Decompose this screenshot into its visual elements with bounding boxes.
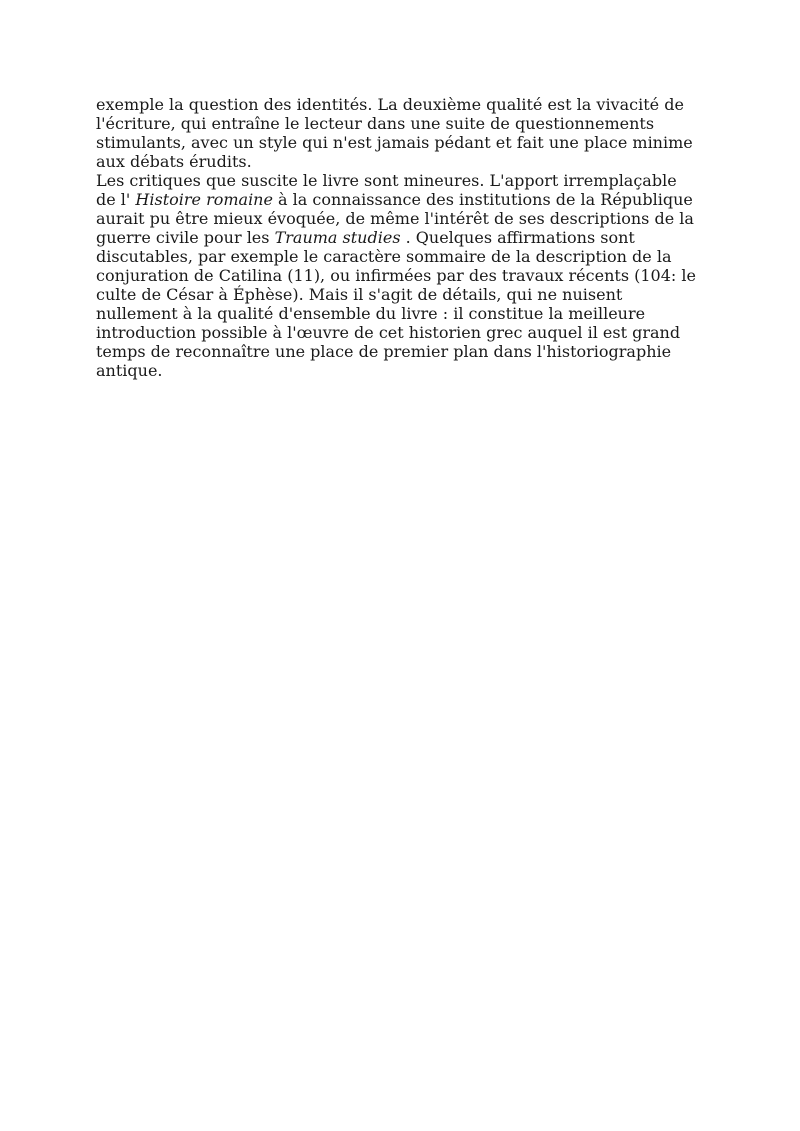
text-line: introduction possible à l'œuvre de cet historien grec auquel il est grand: [96, 323, 681, 342]
text-line: stimulants, avec un style qui n'est jamais pédant et fait une place minime: [96, 133, 693, 152]
italic-book-title: Histoire romaine: [135, 190, 273, 209]
text-line: Les critiques que suscite le livre sont mineures. L'apport irremplaçable: [96, 171, 677, 190]
text-line: l'écriture, qui entraîne le lecteur dans une suite de questionnements: [96, 114, 655, 133]
text-line: discutables, par exemple le caractère sommaire de la description de la: [96, 247, 672, 266]
text-segment: à la connaissance des institutions de la République: [272, 190, 693, 209]
text-line: aurait pu être mieux évoquée, de même l'intérêt de ses descriptions de la: [96, 209, 694, 228]
document-body: [96, 95, 716, 380]
text-line-with-italic: [96, 190, 716, 209]
text-line: culte de César à Éphèse). Mais il s'agit de détails, qui ne nuisent: [96, 285, 623, 304]
text-line: aux débats érudits.: [96, 152, 252, 171]
text-line: nullement à la qualité d'ensemble du livre : il constitue la meilleure: [96, 304, 646, 323]
text-segment: . Quelques affirmations sont: [400, 228, 635, 247]
paragraph-2: [96, 171, 716, 380]
text-line: antique.: [96, 361, 163, 380]
italic-term: Trauma studies: [274, 228, 401, 247]
text-segment: guerre civile pour les: [96, 228, 275, 247]
text-line: temps de reconnaître une place de premier plan dans l'historiographie: [96, 342, 672, 361]
paragraph-1: [96, 95, 716, 171]
text-segment: de l': [96, 190, 136, 209]
text-line: conjuration de Catilina (11), ou infirmées par des travaux récents (104: le: [96, 266, 696, 285]
text-line-with-italic: [96, 228, 716, 247]
text-line: exemple la question des identités. La deuxième qualité est la vivacité de: [96, 95, 684, 114]
